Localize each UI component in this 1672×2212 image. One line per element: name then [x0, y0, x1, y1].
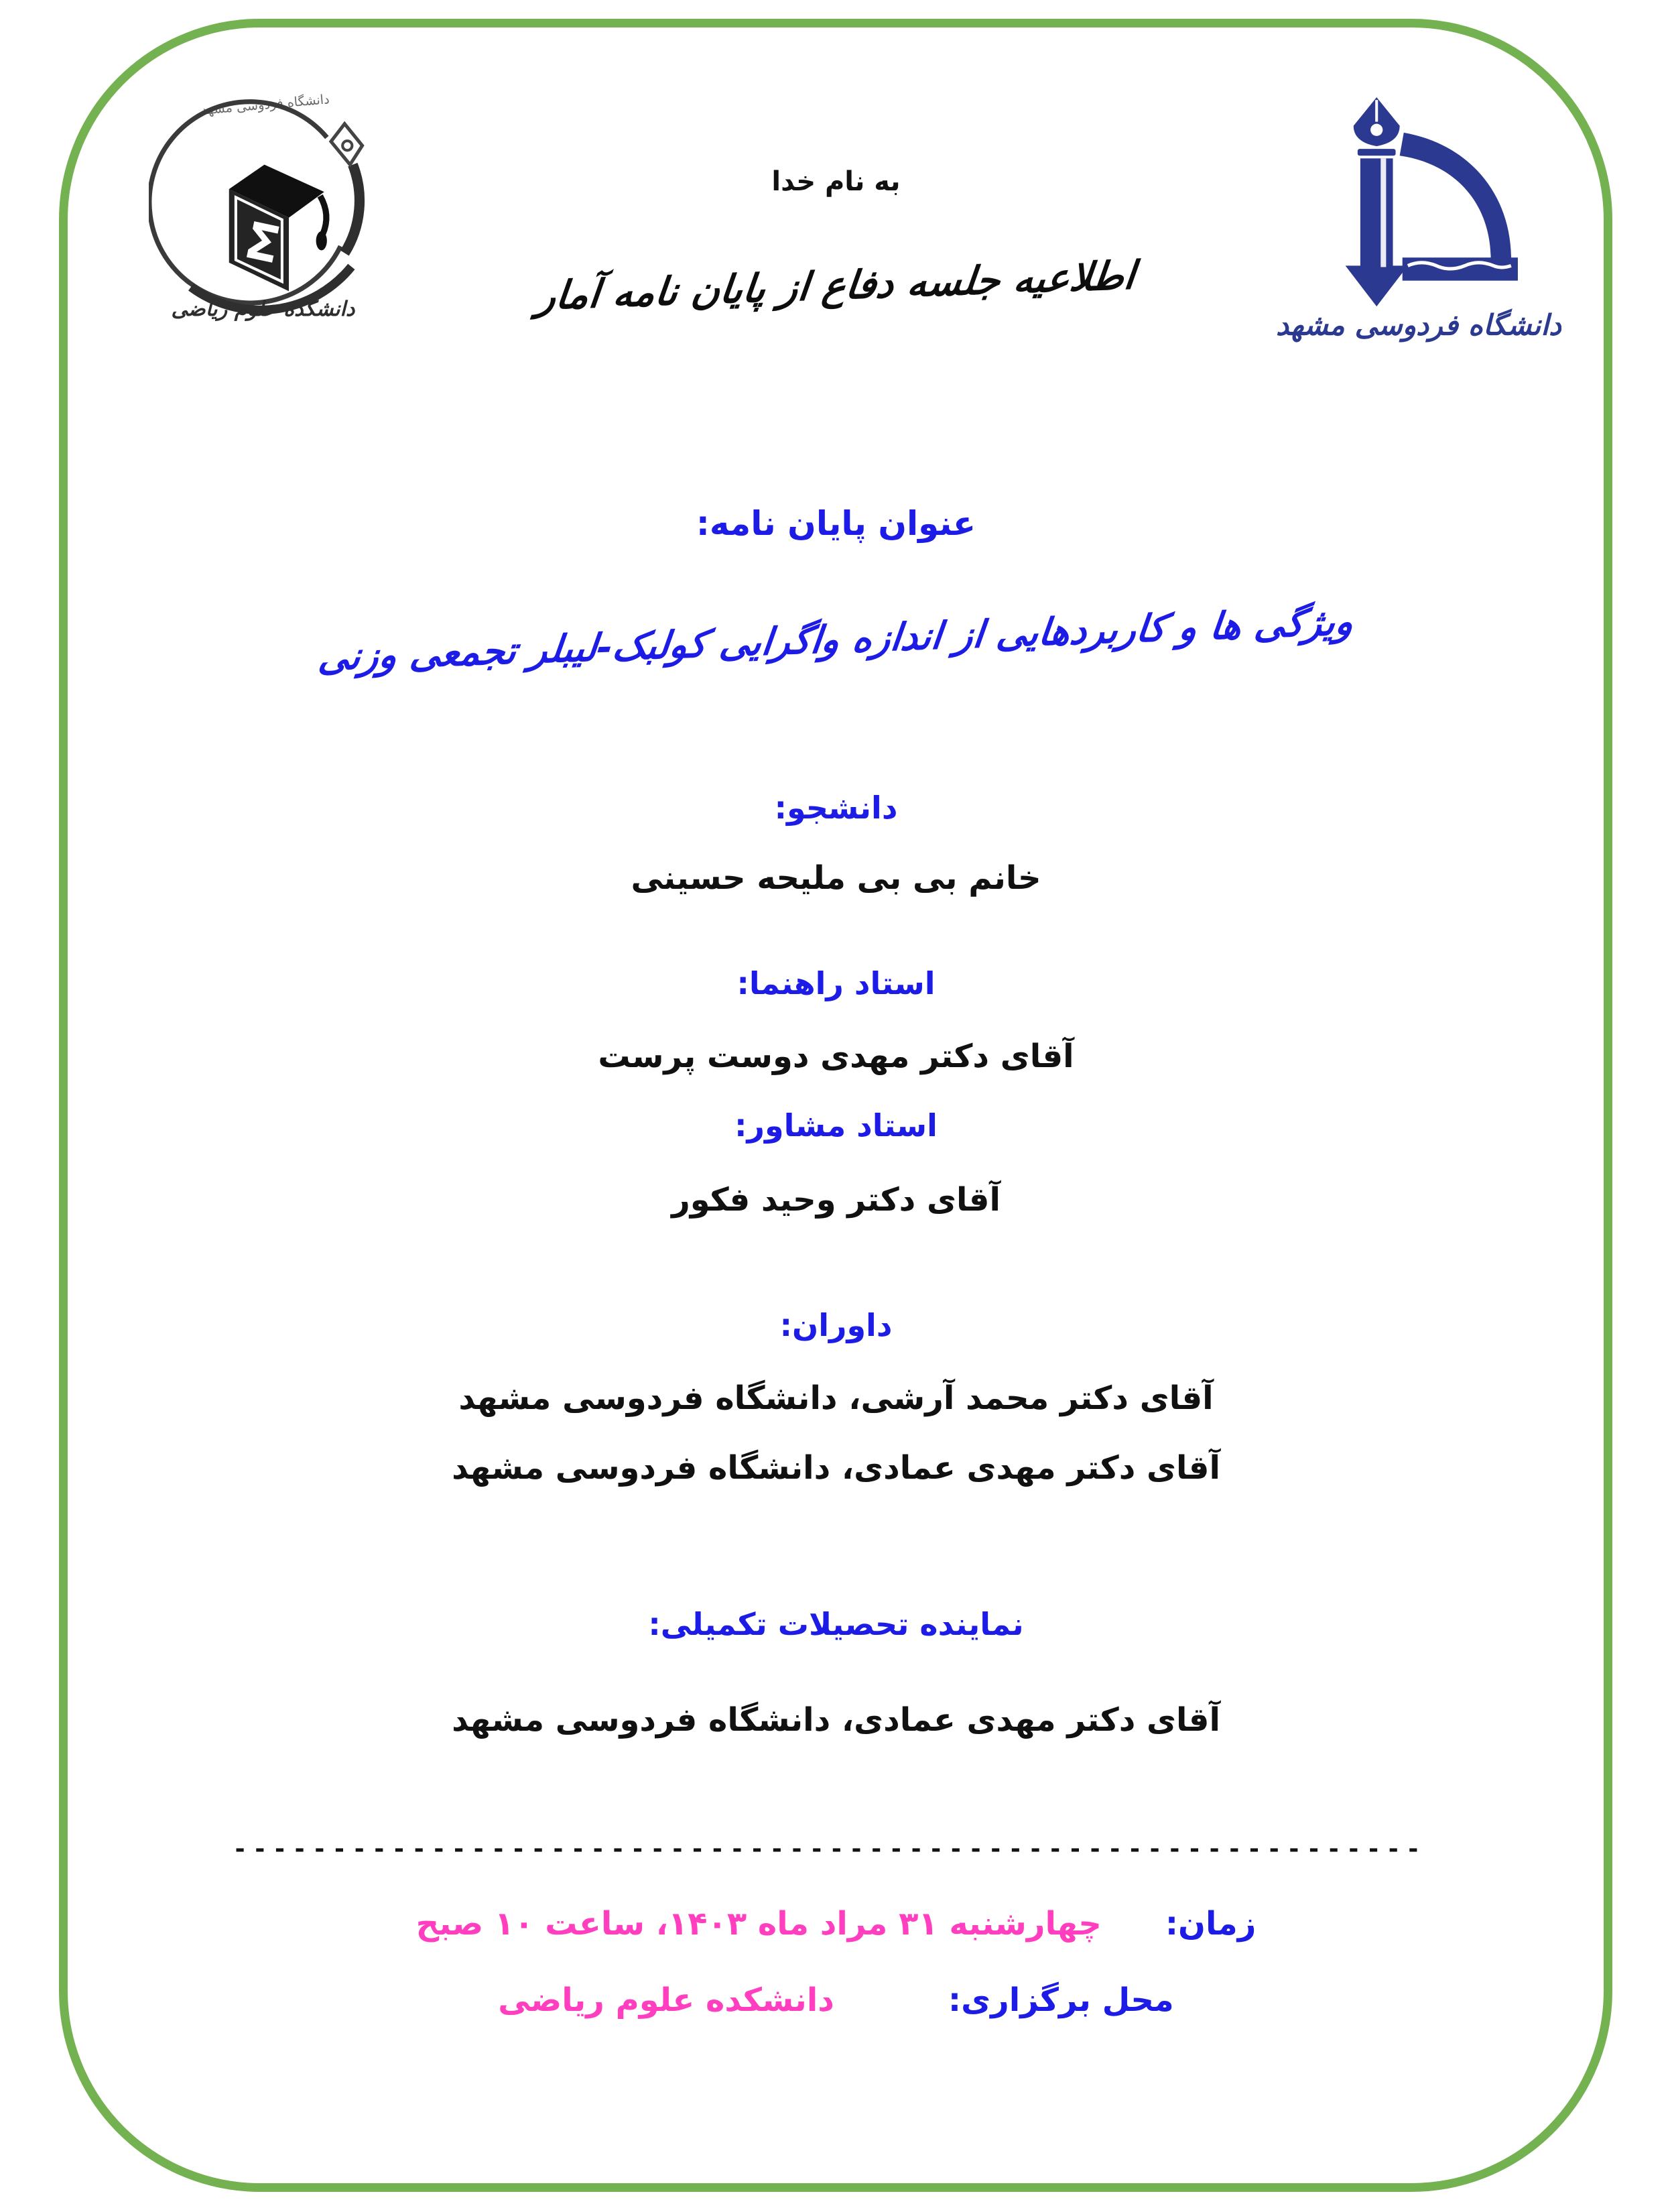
- referee-name-1: آقای دکتر محمد آرشی، دانشگاه فردوسی مشهد: [458, 1379, 1214, 1417]
- math-faculty-logo-top-text: دانشگاه فردوسی مشهد: [200, 91, 330, 118]
- pen-collar: [1358, 149, 1396, 156]
- student-label: دانشجو:: [774, 790, 898, 826]
- ferdowsi-logo-caption: دانشگاه فردوسی مشهد: [1275, 309, 1561, 343]
- thesis-title-label: عنوان پایان نامه:: [696, 504, 976, 543]
- announcement-title: اطلاعیه جلسه دفاع از پایان نامه آمار: [534, 252, 1138, 319]
- time-value: چهارشنبه ۳۱ مراد ماه ۱۴۰۳، ساعت ۱۰ صبح: [415, 1905, 1102, 1943]
- advisor-label: استاد مشاور:: [734, 1107, 938, 1144]
- ferdowsi-university-logo: [1273, 90, 1561, 349]
- time-row: [0, 1905, 1672, 1943]
- advisor-name: آقای دکتر وحید فکور: [671, 1181, 1001, 1219]
- student-name: خانم بی بی ملیحه حسینی: [631, 859, 1041, 897]
- venue-row: [0, 1981, 1672, 2019]
- math-faculty-logo-bottom-text: دانشکده علوم ریاضی: [171, 297, 355, 321]
- sigma-glyph: Σ: [239, 210, 286, 275]
- logo-tassel: [320, 196, 326, 234]
- logo-tassel-end: [316, 231, 327, 250]
- pen-nib-icon: [331, 124, 363, 165]
- thesis-title: ویژگی ها و کاربردهایی از اندازه واگرایی کولبک-لیبلر تجمعی وزنی: [316, 600, 1356, 680]
- referees-label: داوران:: [779, 1307, 893, 1343]
- pen-nib-hole: [1370, 124, 1382, 136]
- time-label: زمان:: [1165, 1905, 1257, 1943]
- venue-label: محل برگزاری:: [948, 1981, 1174, 2019]
- graduate-studies-representative-name: آقای دکتر مهدی عمادی، دانشگاه فردوسی مشهد: [452, 1701, 1220, 1739]
- graduate-studies-representative-label: نماینده تحصیلات تکمیلی:: [648, 1606, 1024, 1642]
- referee-name-2: آقای دکتر مهدی عمادی، دانشگاه فردوسی مشهد: [452, 1449, 1220, 1487]
- venue-value: دانشکده علوم ریاضی: [498, 1981, 834, 2019]
- supervisor-label: استاد راهنما:: [736, 965, 936, 1001]
- dashed-divider: ------------------------------------------------------------: [233, 1835, 1426, 1863]
- bismillah-text: به نام خدا: [771, 166, 901, 197]
- supervisor-name: آقای دکتر مهدی دوست پرست: [598, 1038, 1074, 1075]
- ferdowsi-university-logo-graphic: [1273, 90, 1561, 349]
